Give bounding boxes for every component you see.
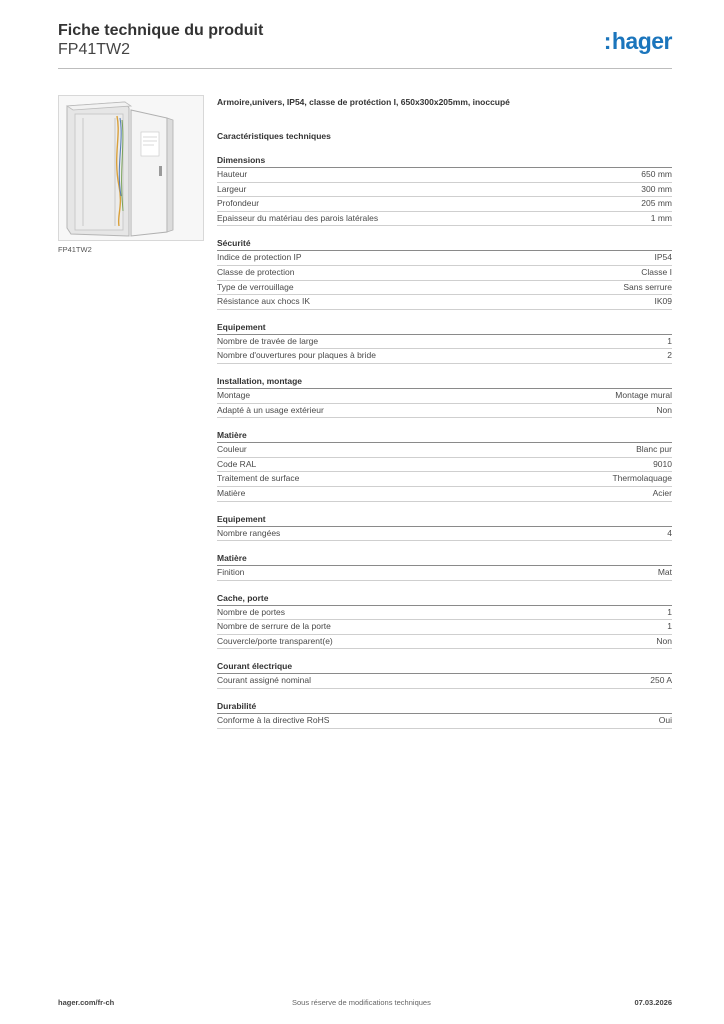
spec-value: 9010 (653, 458, 672, 469)
section-title: Matière (217, 429, 672, 443)
spec-value: Sans serrure (623, 281, 672, 292)
spec-value: Classe I (641, 266, 672, 277)
spec-label: Montage (217, 389, 251, 400)
spec-value: 2 (667, 350, 672, 361)
spec-value: 4 (667, 527, 672, 538)
spec-label: Adapté à un usage extérieur (217, 404, 324, 415)
spec-row (217, 183, 672, 198)
spec-row (217, 566, 672, 581)
spec-section (217, 321, 672, 364)
header-divider (58, 68, 672, 69)
footer-date: 07.03.2026 (634, 998, 672, 1007)
spec-label: Résistance aux chocs IK (217, 296, 311, 307)
spec-row (217, 487, 672, 502)
spec-row (217, 389, 672, 404)
spec-row (217, 266, 672, 281)
spec-value: IP54 (654, 252, 672, 263)
spec-section (217, 592, 672, 650)
section-title: Courant électrique (217, 660, 672, 674)
spec-row (217, 443, 672, 458)
spec-row (217, 606, 672, 621)
spec-row (217, 458, 672, 473)
spec-value: 205 mm (641, 198, 672, 209)
spec-row (217, 620, 672, 635)
spec-value: Non (656, 635, 672, 646)
spec-label: Largeur (217, 183, 247, 194)
spec-section (217, 700, 672, 729)
spec-row (217, 527, 672, 542)
spec-value: 1 mm (650, 212, 672, 223)
spec-content (217, 96, 672, 740)
spec-value: 1 (667, 621, 672, 632)
spec-label: Epaisseur du matériau des parois latérales (217, 212, 379, 223)
spec-section (217, 237, 672, 309)
spec-section (217, 375, 672, 418)
spec-row (217, 197, 672, 212)
spec-value: Montage mural (615, 389, 672, 400)
spec-label: Nombre de serrure de la porte (217, 621, 331, 632)
spec-section (217, 552, 672, 581)
logo-text: hager (611, 28, 672, 54)
spec-value: Mat (657, 567, 672, 578)
spec-label: Code RAL (217, 458, 257, 469)
spec-row (217, 714, 672, 729)
tech-characteristics-title: Caractéristiques techniques (217, 131, 331, 141)
spec-label: Nombre rangées (217, 527, 281, 538)
section-title: Equipement (217, 513, 672, 527)
section-title: Equipement (217, 321, 672, 335)
spec-label: Matière (217, 487, 246, 498)
spec-label: Conforme à la directive RoHS (217, 715, 330, 726)
spec-value: Non (656, 404, 672, 415)
section-title: Cache, porte (217, 592, 672, 606)
product-description: Armoire,univers, IP54, classe de protéction I, 650x300x205mm, inoccupé (217, 97, 510, 107)
spec-label: Courant assigné nominal (217, 675, 312, 686)
spec-value: 650 mm (641, 169, 672, 179)
spec-label: Finition (217, 567, 245, 578)
hager-logo[interactable]: :hager (603, 28, 672, 54)
spec-row (217, 212, 672, 227)
footer-notice: Sous réserve de modifications techniques (292, 998, 431, 1007)
spec-value: 1 (667, 606, 672, 617)
section-title: Matière (217, 552, 672, 566)
section-title: Dimensions (217, 154, 672, 168)
spec-label: Couleur (217, 444, 247, 455)
spec-value: 300 mm (641, 183, 672, 194)
spec-row (217, 674, 672, 689)
spec-row (217, 349, 672, 364)
product-code: FP41TW2 (58, 41, 131, 58)
product-image (58, 95, 204, 241)
spec-row (217, 281, 672, 296)
section-title: Durabilité (217, 700, 672, 714)
spec-value: Acier (652, 487, 672, 498)
spec-label: Profondeur (217, 198, 260, 209)
footer-website-link[interactable]: hager.com/fr-ch (58, 998, 115, 1007)
spec-label: Traitement de surface (217, 473, 300, 484)
spec-row (217, 635, 672, 650)
section-title: Sécurité (217, 237, 672, 251)
spec-label: Classe de protection (217, 266, 295, 277)
spec-section (217, 154, 672, 226)
spec-section (217, 513, 672, 542)
spec-row (217, 168, 672, 183)
section-title: Installation, montage (217, 375, 672, 389)
spec-section (217, 429, 672, 501)
spec-value: IK09 (654, 296, 672, 307)
image-caption: FP41TW2 (58, 245, 92, 254)
spec-label: Couvercle/porte transparent(e) (217, 635, 333, 646)
spec-label: Hauteur (217, 169, 248, 179)
spec-row (217, 251, 672, 266)
spec-row (217, 335, 672, 350)
spec-sections (217, 154, 672, 729)
spec-label: Type de verrouillage (217, 281, 294, 292)
spec-row (217, 295, 672, 310)
spec-label: Nombre de portes (217, 606, 286, 617)
spec-value: 250 A (650, 675, 672, 686)
spec-value: Thermolaquage (612, 473, 672, 484)
spec-label: Indice de protection IP (217, 252, 302, 263)
page-title: Fiche technique du produit (58, 22, 264, 39)
cabinet-illustration-icon (59, 96, 203, 240)
spec-label: Nombre de travée de large (217, 335, 319, 346)
spec-value: Oui (658, 715, 672, 726)
spec-label: Nombre d'ouvertures pour plaques à bride (217, 350, 376, 361)
spec-value: Blanc pur (636, 444, 672, 455)
spec-row (217, 404, 672, 419)
spec-value: 1 (667, 335, 672, 346)
spec-section (217, 660, 672, 689)
spec-row (217, 472, 672, 487)
page-header (58, 22, 672, 60)
